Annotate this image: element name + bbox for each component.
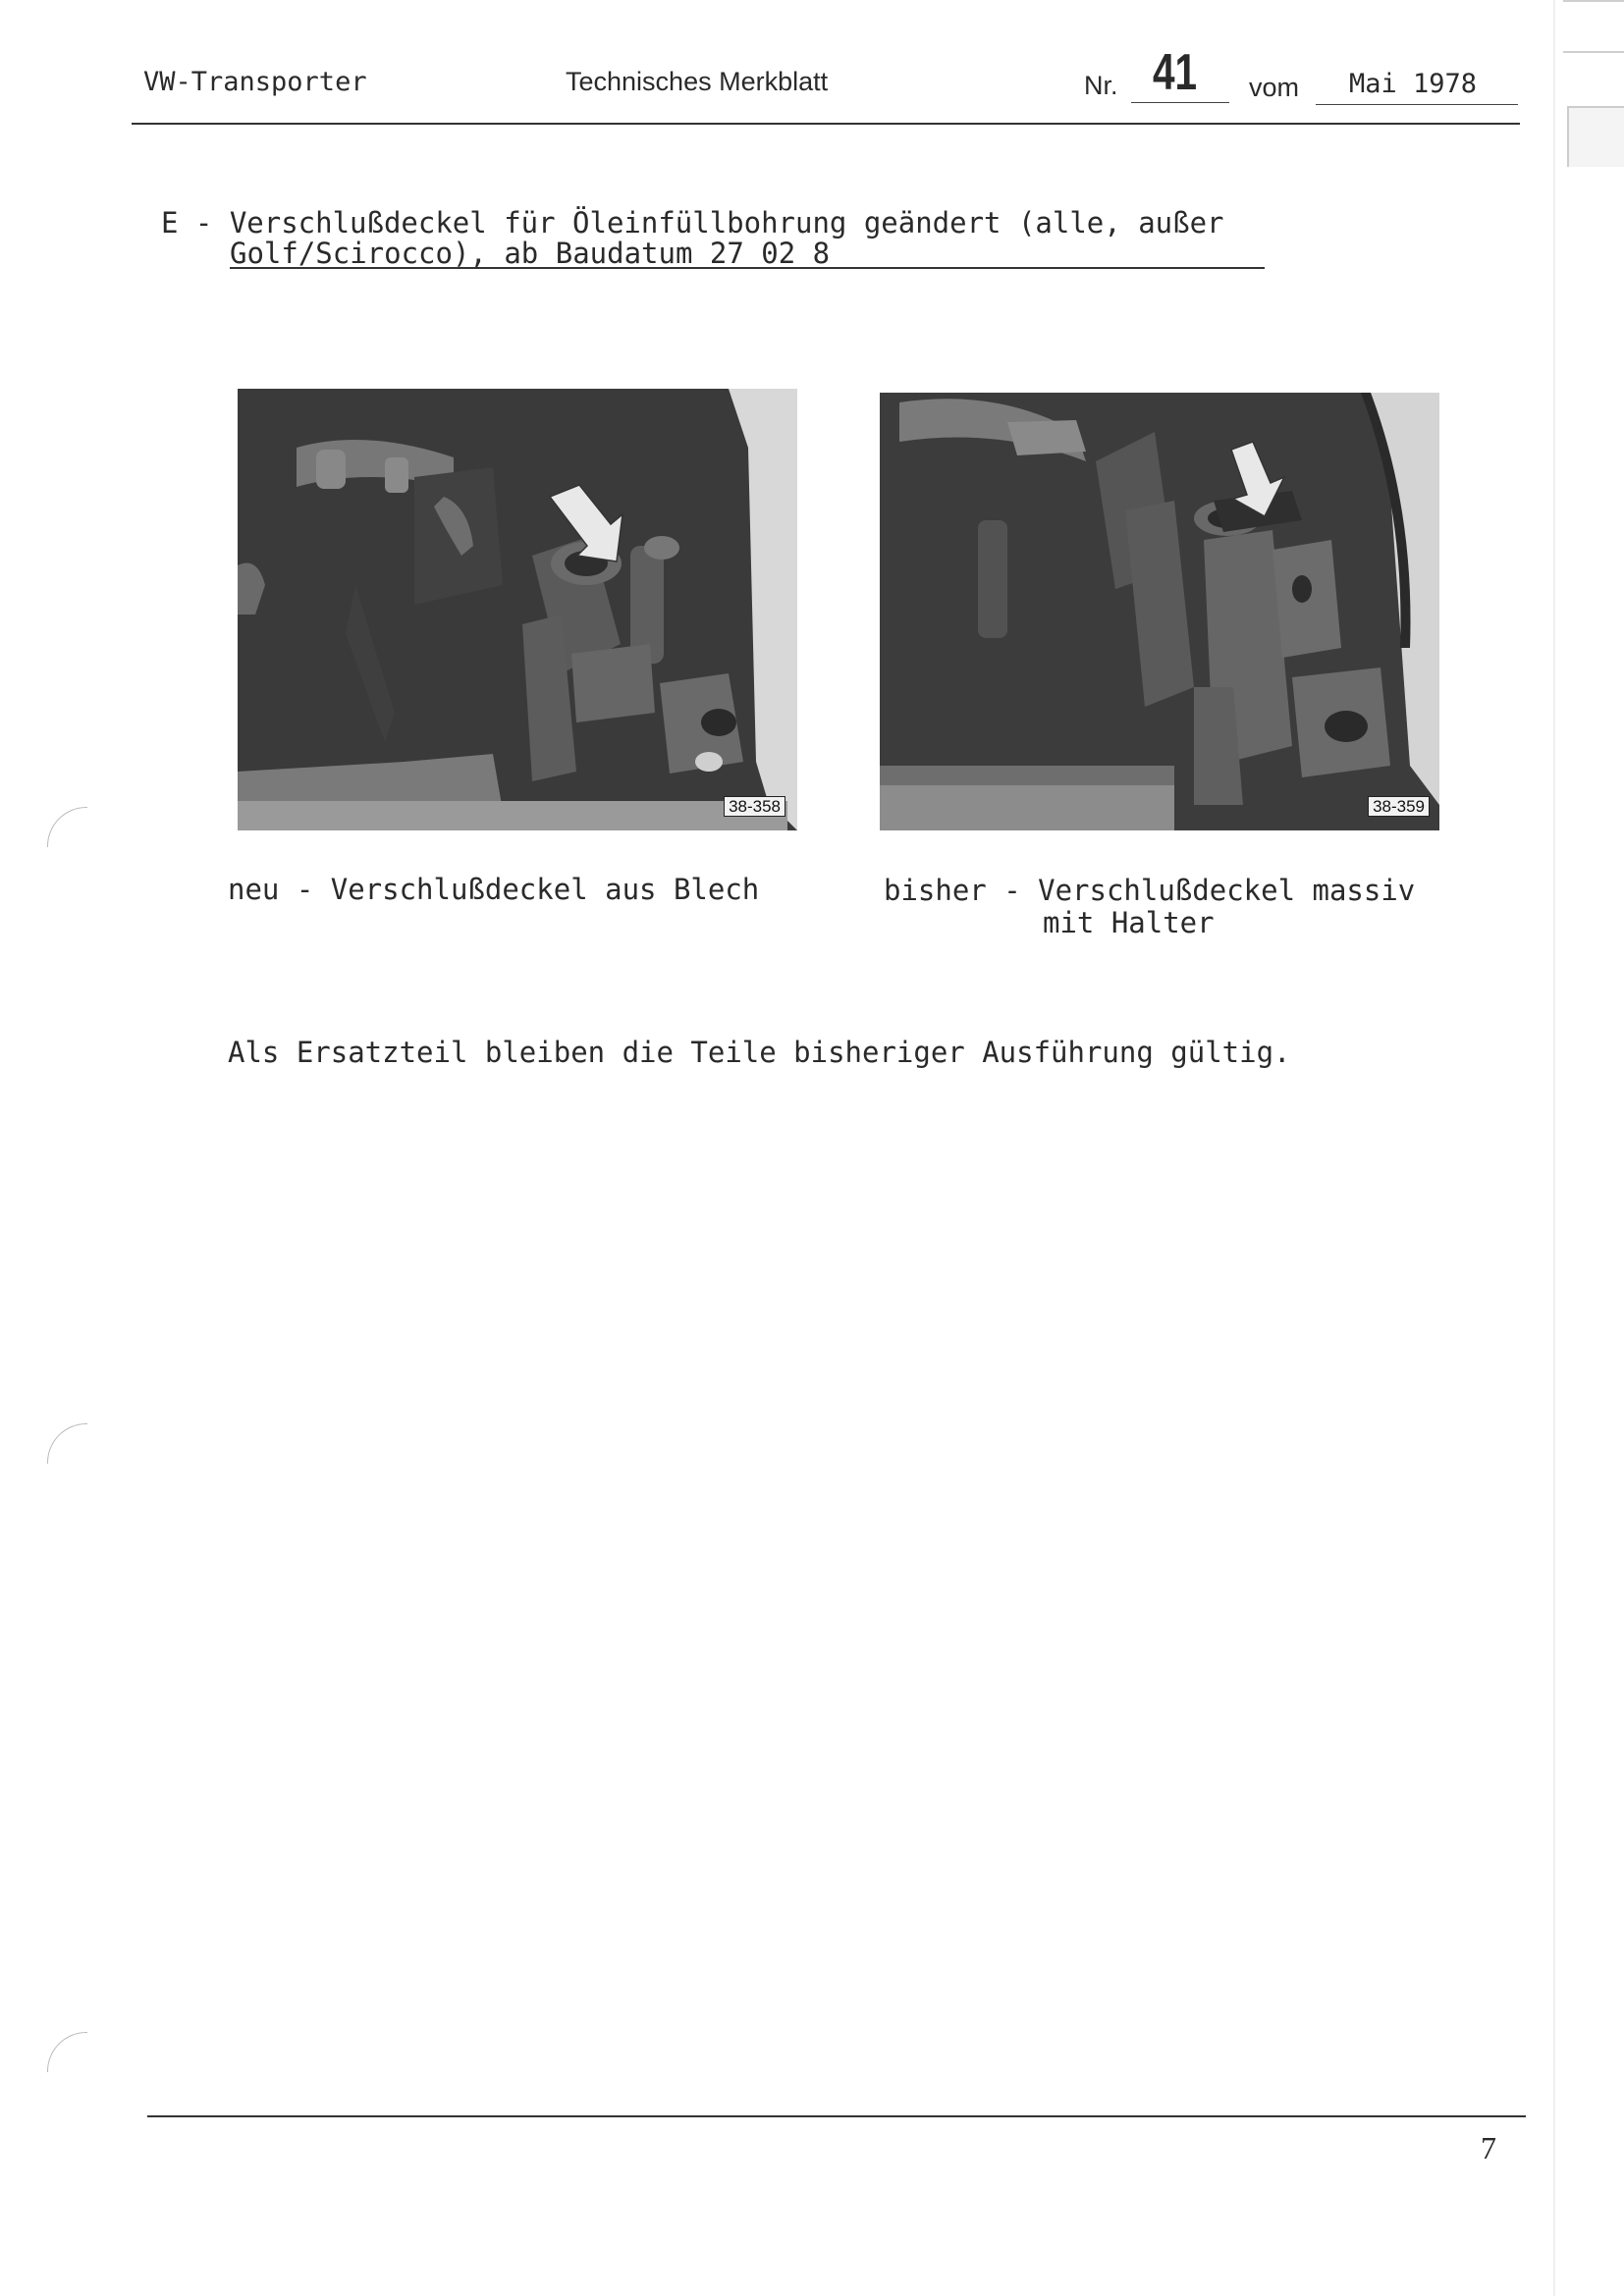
scan-edge-mark xyxy=(1553,0,1555,2296)
scan-edge-mark xyxy=(1563,51,1624,53)
header-date-field xyxy=(1316,69,1518,105)
header-rule xyxy=(132,123,1520,125)
caption-previous-line1: bisher - Verschlußdeckel massiv xyxy=(884,874,1416,907)
header-date: Mai 1978 xyxy=(1349,69,1478,99)
header-nr-field xyxy=(1131,41,1229,103)
header-doc-type: Technisches Merkblatt xyxy=(566,67,829,96)
page-number: 7 xyxy=(1481,2130,1496,2165)
punch-hole-mark xyxy=(47,807,87,847)
header-vom-label: vom xyxy=(1249,73,1300,102)
photo-new-cover xyxy=(238,389,797,830)
section-heading-line1: E - Verschlußdeckel für Öleinfüllbohrung geändert (alle, außer xyxy=(161,206,1224,240)
engine-casting-photo-new xyxy=(238,389,797,830)
header-nr-value: 41 xyxy=(1153,44,1198,101)
photo-previous-cover xyxy=(880,393,1439,830)
spare-parts-note: Als Ersatzteil bleiben die Teile bisheriger Ausführung gültig. xyxy=(228,1036,1291,1069)
figure-number-label: 38-358 xyxy=(724,796,785,817)
header-series: VW-Transporter xyxy=(143,67,367,97)
punch-hole-mark xyxy=(47,2032,87,2072)
section-heading-underline xyxy=(230,267,1265,269)
caption-new: neu - Verschlußdeckel aus Blech xyxy=(228,873,760,906)
figure-number-label: 38-359 xyxy=(1368,796,1430,817)
caption-previous-line2: mit Halter xyxy=(1043,906,1215,939)
section-heading-line2: Golf/Scirocco), ab Baudatum 27 02 8 xyxy=(230,237,831,270)
footer-rule xyxy=(147,2115,1526,2117)
scan-edge-mark xyxy=(1563,0,1624,2)
punch-hole-mark xyxy=(47,1423,87,1464)
scan-edge-mark xyxy=(1567,106,1624,167)
engine-casting-photo-previous xyxy=(880,393,1439,830)
header-nr-label: Nr. xyxy=(1084,71,1118,100)
